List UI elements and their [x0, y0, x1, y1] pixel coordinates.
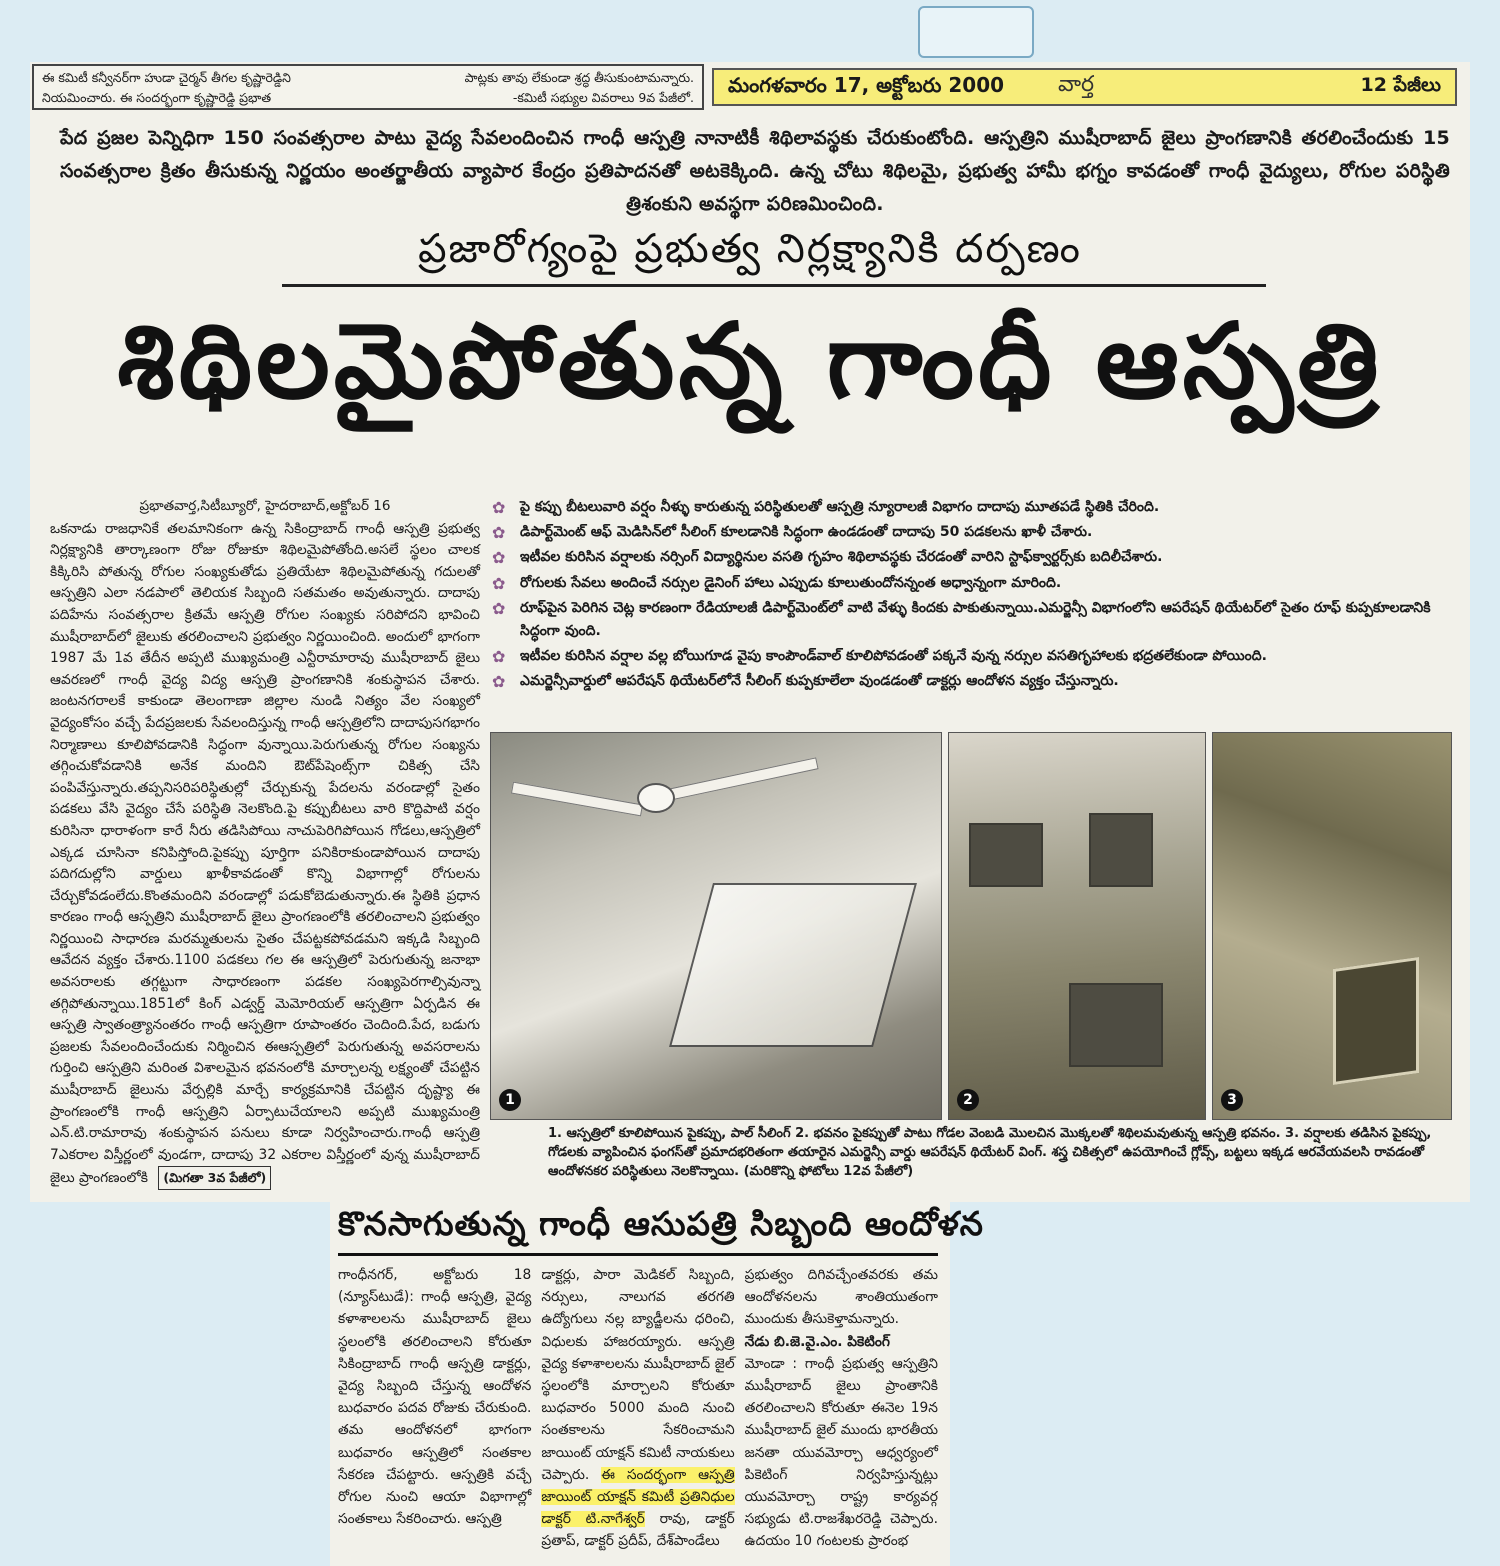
column-1: గాంధీనగర్, అక్టోబరు 18 (న్యూస్‌టుడే): గాంధీ ఆస్పత్రి, వైద్య కళాశాలలను ముషీరాబాద్ జైలు స్థలంలోకి తరలించాలని కోరుతూ సికింద్రాబాద్ గాంధీ ఆస్పత్రి డాక్టర్లు, వైద్య సిబ్బంది చేస్తున్న ఆందోళన బుధవారం పదవ రోజుకు చేరుకుంది. తమ ఆందోళనలో భాగంగా బుధవారం ఆస్పత్రిలో సంతకాల సేకరణ చేపట్టారు. ఆస్పత్రికి వచ్చే రోగుల నుంచి ఆయా విభాగాల్లో సంతకాలు సేకరించారు. ఆస్పత్రి [338, 1267, 532, 1528]
highlighted-text: ఈ సందర్భంగా ఆస్పత్రి జాయింట్ యాక్షన్ కమిటీ ప్రతినిధుల డాక్టర్ టి.నాగేశ్వర్ [541, 1466, 735, 1528]
clipping-tab [918, 6, 1034, 58]
flower-bullet-icon: ✿ [492, 523, 506, 543]
continued-note: (మిగతా 3వ పేజీలో) [158, 1166, 271, 1190]
top-left-snippet [32, 64, 704, 110]
column-text: మోండా : గాంధీ ప్రభుత్వ ఆస్పత్రిని ముషీరాబాద్ జైలు ప్రాంతానికి తరలించాలని కోరుతూ ఈనెల 19న ముషీరాబాద్ జైల్ ముందు భారతీయ జనతా యువమోర్చా ఆధ్వర్యంలో పికెటింగ్ నిర్వహిస్తున్నట్లు యువమోర్చా రాష్ట్ర కార్యవర్గ సభ్యుడు టి.రాజశేఖరరెడ్డి చెప్పారు. ఉదయం 10 గంటలకు ప్రారంభ [744, 1355, 938, 1550]
paper-name: వార్త [1058, 72, 1095, 97]
photo-number: 3 [1221, 1089, 1243, 1111]
article-byline: ప్రభాతవార్త,సిటీబ్యూరో, హైదరాబాద్,అక్టోబర్ 16 [139, 498, 391, 514]
ceiling-fan [637, 783, 675, 813]
photo-damp-wall [1212, 732, 1452, 1120]
snippet-line: పాట్లకు తావు లేకుండా శ్రద్ధ తీసుకుంటామన్నారు. [464, 70, 694, 85]
list-item: ✿ పై కప్పు బీటలువారి వర్షం నీళ్ళు కారుతున్న పరిస్థితులతో ఆస్పత్రి న్యూరాలజీ విభాగం దాదాపు మూతపడే స్థితికి చేరింది. [492, 498, 1160, 517]
list-item: ✿ డిపార్ట్‌మెంట్ ఆఫ్ మెడిసిన్‌లో సీలింగ్ కూలడానికి సిద్ధంగా ఉండడంతో దాదాపు 50 పడకలను ఖాళీ చేశారు. [492, 523, 1093, 543]
highlights-list [488, 496, 1448, 696]
issue-date: మంగళవారం 17, అక్టోబరు 2000 [728, 72, 1005, 97]
kicker-rule [282, 284, 1266, 287]
water-tank [1333, 957, 1419, 1085]
article-body [50, 496, 480, 1190]
photo-building-exterior [948, 732, 1206, 1120]
column-2 [541, 1264, 734, 1553]
column-text: రావు, డాక్టర్ ప్రతాప్, డాక్టర్ ప్రదీప్, దేశ్‌పాండేలు [541, 1511, 735, 1550]
column-3 [745, 1264, 938, 1553]
flower-bullet-icon: ✿ [492, 573, 506, 593]
window [1069, 983, 1163, 1067]
fan-blade [667, 757, 818, 800]
intro-paragraph: పేద ప్రజల పెన్నిధిగా 150 సంవత్సరాల పాటు వైద్య సేవలందించిన గాంధీ ఆస్పత్రి నానాటికీ శిథిలావస్థకు చేరుకుంటోంది. ఆస్పత్రిని ముషీరాబాద్ జైలు ప్రాంగణానికి తరలించేందుకు 15 సంవత్సరాల క్రితం తీసుకున్న నిర్ణయం అంతర్జాతీయ వ్యాపార కేంద్రం ప్రతిపాదనతో అటకెక్కింది. ఉన్న చోటు శిథిలమై, ప్రభుత్వ హామీ భగ్నం కావడంతో గాంధీ వైద్యులు, రోగుల పరిస్థితి త్రిశంకుని అవస్థగా పరిణమించింది. [60, 127, 1450, 215]
flower-bullet-icon: ✿ [492, 498, 506, 517]
column-subheading: నేడు బి.జె.వై.ఎం. పికెటింగ్ [744, 1333, 890, 1350]
list-item: ✿ రోగులకు సేవలు అందించే నర్సుల డైనింగ్ హాలు ఎప్పుడు కూలుతుందోనన్నంత అధ్వాన్నంగా మారింది. [492, 573, 1062, 593]
kicker-headline: ప్రజారోగ్యంపై ప్రభుత్వ నిర్లక్ష్యానికి దర్పణం [418, 226, 1082, 272]
photo-caption: 1. ఆస్పత్రిలో కూలిపోయిన పైకప్పు, పాల్ సీలింగ్ 2. భవనం పైకప్పుతో పాటు గోడల వెంబడి మొలచిన మొక్కలతో శిథిలమవుతున్న ఆస్పత్రి భవనం. 3. వర్షాలకు తడిసిన పైకప్పు, గోడలకు వ్యాపించిన ఫంగస్‌తో ప్రమాదభరితంగా తయారైన ఎమర్జెన్సీ వార్డు ఆపరేషన్ థియేటర్ వింగ్. శస్త్ర చికిత్సలో ఉపయోగించే గ్లోవ్స్, బట్టలు ఇక్కడ ఆరవేయవలసి రావడంతో ఆందోళనకర పరిస్థితులు నెలకొన్నాయి. (మరికొన్ని ఫోటోలు 12వ పేజీలో) [548, 1126, 1432, 1179]
list-item: ✿ ఎమర్జెన్సీవార్డులో ఆపరేషన్ థియేటర్‌లోనే సీలింగ్ కుప్పకూలేలా వుండడంతో డాక్టర్లు ఆందోళన వ్యక్తం చేస్తున్నారు. [492, 672, 1119, 692]
second-headline: కొనసాగుతున్న గాంధీ ఆసుపత్రి సిబ్బంది ఆందోళన [338, 1204, 938, 1256]
flower-bullet-icon: ✿ [492, 598, 506, 618]
second-article-columns [338, 1264, 938, 1553]
snippet-line: నియమించారు. ఈ సందర్భంగా కృష్ణారెడ్డి ప్రభాత [42, 90, 272, 105]
article-text: ఒకనాడు రాజధానికే తలమానికంగా ఉన్న సికింద్రాబాద్ గాంధీ ఆస్పత్రి ప్రభుత్వ నిర్లక్ష్యానికి తార్కాణంగా రోజు రోజుకూ శిథిలమైపోతోంది.అసలే స్థలం చాలక కిక్కిరిసి పోతున్న రోగుల సంఖ్యకుతోడు ప్రతియేటా శిథిలమైపోతున్న గదులతో ఆస్పత్రిని ఎలా నడపాలో తెలియక సిబ్బంది సతమతం అవుతున్నారు. దాదాపు పదిహేను సంవత్సరాల క్రితమే ఆస్పత్రి రోగుల సంఖ్యకు సరిపోదని భావించి ముషీరాబాద్‌లో జైలుకు తరలించాలని ప్రభుత్వం నిర్ణయించింది. అందులో భాగంగా 1987 మే 1వ తేదీన అప్పటి ముఖ్యమంత్రి ఎన్టీరామారావు ముషీరాబాద్ జైలు ఆవరణలో గాంధీ వైద్య విద్య ఆస్పత్రి ప్రాంగణానికి శంకుస్థాపన చేశారు. జంటనగరాలకే కాకుండా తెలంగాణా జిల్లాల నుండి నిత్యం వేల సంఖ్యలో వైద్యంకోసం వచ్చే పేదప్రజలకు సేవలందిస్తున్న గాంధీ ఆస్పత్రిలోని దాదాపుసగభాగం నిర్మాణాలు కూలిపోవడానికి సిద్ధంగా వున్నాయి.పెరుగుతున్న రోగుల సంఖ్యను తగ్గించుకోవడానికి అనేక మందిని ఔట్‌పేషెంట్స్‌గా చికిత్స చేసి పంపివేస్తున్నారు.తప్పనిసరిపరిస్థితుల్లో చేర్చుకున్న పేదలను వరండాల్లో సైతం పడకలు వేసి వైద్యం చేసే పరిస్థితి నెలకొంది.పై కప్పుబీటలు వారి కొద్దిపాటి వర్షం కురిసినా ధారాళంగా కారే నీరు తడిసిపోయి నాచుపెరిగిపోయిన గోడలు,ఆస్పత్రిలో ఎక్కడ చూసినా కనిపిస్తోంది.పైకప్పు పూర్తిగా పనికిరాకుండాపోయిన దాదాపు పదిగదుల్లోని వార్డులు ఖాళీకావడంతో కొన్ని విభాగాల్లో రోగులను చేర్చుకోవడంలేదు.కొంతమందిని వరండాల్లో పడుకోబెడుతున్నారు.ఈ స్థితికి ప్రధాన కారణం గాంధీ ఆస్పత్రిని ముషీరాబాద్ జైలు ప్రాంగణంలోకి తరలించాలని ప్రభుత్వం నిర్ణయించి సాధారణ మరమ్మతులను సైతం చేపట్టకపోవడమని ఇక్కడి సిబ్బంది ఆవేదన వ్యక్తం చేశారు.1100 పడకలు గల ఈ ఆస్పత్రిలో పెరుగుతున్న జనాభా అవసరాలకు తగ్గట్టుగా సాధారణంగా పడకల సంఖ్యపెరగాల్సివున్నా తగ్గిపోతున్నాయి.1851లో కింగ్ ఎడ్వర్డ్ మెమోరియల్ ఆస్పత్రిగా ఏర్పడిన ఈ ఆస్పత్రి స్వాతంత్ర్యానంతరం గాంధీ ఆస్పత్రిగా రూపాంతరం చెందింది.పేద, బడుగు ప్రజలకు సేవలందించేందుకు నిర్మించిన ఈఆస్పత్రిలో పెరుగుతున్న అవసరాలను గుర్తించి ఆస్పత్రిని మరింత విశాలమైన భవనంలోకి మార్చాలన్న లక్ష్యంతో చేపట్టిన ముషీరాబాద్ జైలును వేర్పల్లికి మార్చే కార్యక్రమానికి చేపట్టిన దృష్ట్యా ఈ ప్రాంగణంలోకి గాంధీ ఆస్పత్రిని ఏర్పాటుచేయాలని అప్పటి ముఖ్యమంత్రి ఎన్.టి.రామారావు శంకుస్థాపన పనులు కూడా నిర్వహించారు.గాంధీ ఆస్పత్రి 7ఎకరాల విస్తీర్ణంలో వుండగా, దాదాపు 32 ఎకరాల విస్తీర్ణంలో వున్న ముషీరాబాద్ జైలు ప్రాంగణంలోకి [50, 520, 480, 1187]
fan-blade [511, 782, 643, 817]
list-item: ✿ ఇటీవల కురిసిన వర్షాల వల్ల బోయిగూడ వైపు కాంపౌండ్‌వాల్ కూలిపోవడంతో పక్కనే వున్న నర్సుల వసతిగృహాలకు భద్రతలేకుండా పోయింది. [492, 647, 1267, 667]
dateline-bar [712, 68, 1457, 106]
column-text: డాక్టర్లు, పారా మెడికల్ సిబ్బంది, నర్సులు, నాలుగవ తరగతి ఉద్యోగులు నల్ల బ్యాడ్జీలను ధరించి, విధులకు హాజరయ్యారు. ఆస్పత్రి వైద్య కళాశాలలను ముషీరాబాద్ జైల్ స్థలంలోకి మార్చాలని కోరుతూ బుధవారం 5000 మంది నుంచి సంతకాలను సేకరించామని జాయింట్ యాక్షన్ కమిటీ నాయకులు చెప్పారు. [541, 1267, 735, 1483]
list-item: ✿ ఇటీవల కురిసిన వర్షాలకు నర్సింగ్ విద్యార్థినుల వసతి గృహం శిథిలావస్థకు చేరడంతో వారిని స్టాఫ్‌క్వార్టర్స్‌కు బదిలీచేశారు. [492, 548, 1163, 568]
list-item: ✿ రూఫ్‌పైన పెరిగిన చెట్ల కారణంగా రేడియాలజీ డిపార్ట్‌మెంట్‌లో వాటి వేళ్ళు కిందకు పాకుతున్నాయి.ఎమర్జెన్సీ విభాగంలోని ఆపరేషన్ థియేటర్‌లో సైతం రూఫ్ కుప్పకూలడానికి సిద్ధంగా వుంది. [492, 598, 1431, 640]
page-count: 12 పేజీలు [1360, 73, 1441, 96]
flower-bullet-icon: ✿ [492, 548, 506, 568]
window [1089, 813, 1153, 887]
flower-bullet-icon: ✿ [492, 672, 506, 692]
window [969, 823, 1043, 887]
photo-number: 2 [957, 1089, 979, 1111]
flower-bullet-icon: ✿ [492, 647, 506, 667]
main-headline: శిథిలమైపోతున్న గాంధీ ఆస్పత్రి [117, 300, 1383, 422]
snippet-line: -కమిటీ సభ్యుల వివరాలు 9వ పేజీలో. [512, 90, 694, 105]
snippet-line: ఈ కమిటీ కన్వీనర్‌గా హుడా చైర్మన్ తీగల కృష్ణారెడ్డిని [42, 70, 291, 85]
broken-ceiling [669, 883, 917, 1047]
photo-number: 1 [499, 1089, 521, 1111]
column-text: ప్రభుత్వం దిగివచ్చేంతవరకు తమ ఆందోళనలను శాంతియుతంగా ముందుకు తీసుకెళ్తామన్నారు. [744, 1267, 938, 1328]
photo-collapsed-ceiling [490, 732, 942, 1120]
